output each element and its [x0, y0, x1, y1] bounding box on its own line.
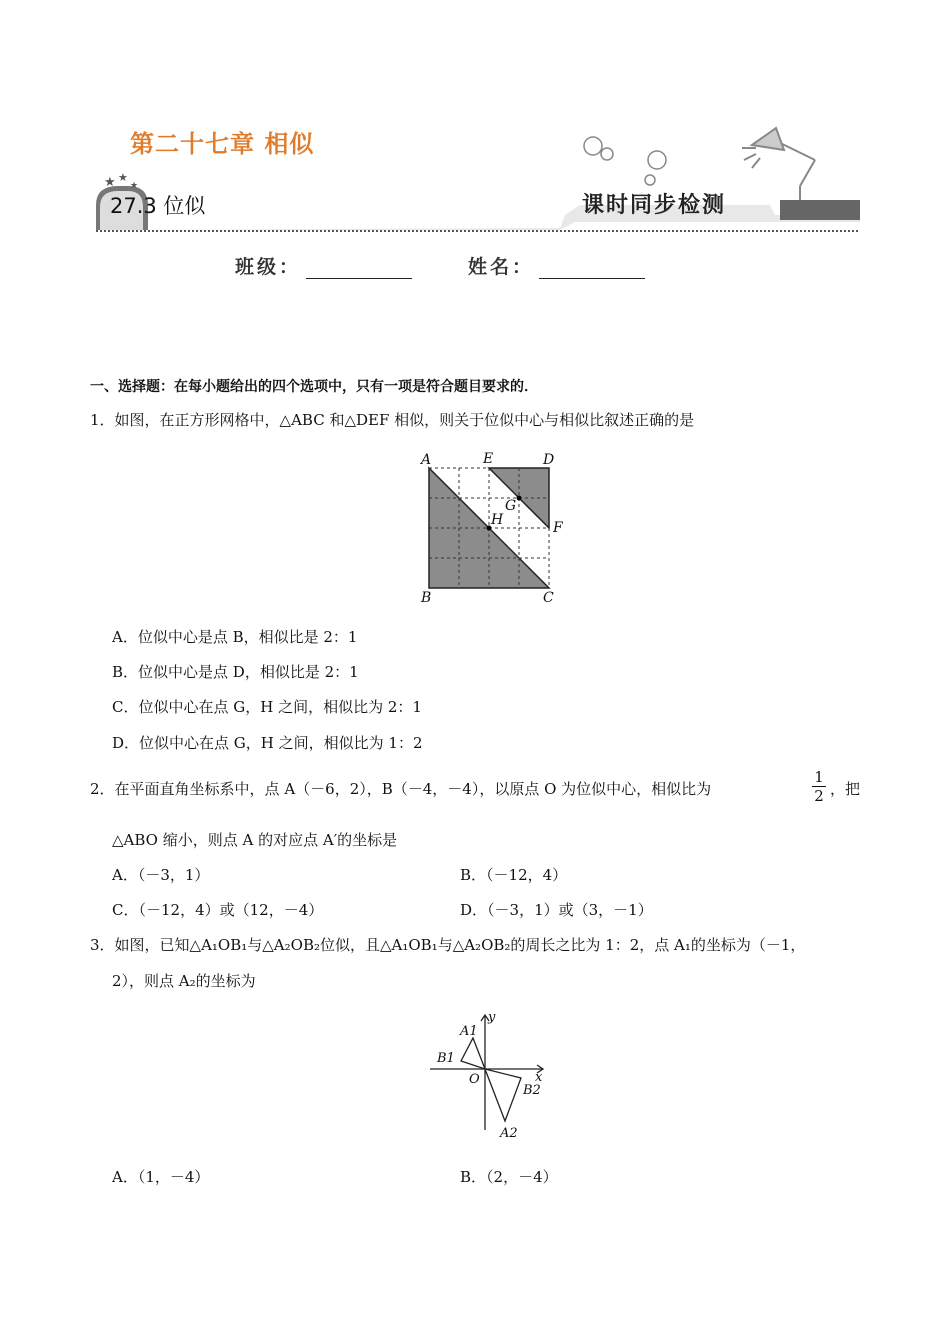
- name-blank[interactable]: [539, 258, 645, 279]
- banner-bar: [96, 200, 860, 230]
- triangle-a1ob1: [461, 1038, 485, 1069]
- label-a2: A2: [500, 1126, 518, 1141]
- bubble: [648, 151, 666, 169]
- chapter-title: 第二十七章 相似: [130, 130, 315, 158]
- label-y: y: [488, 1010, 496, 1025]
- q1-stem: 1．如图，在正方形网格中，△ABC 和△DEF 相似，则关于位似中心与相似比叙述正确的是: [90, 411, 695, 429]
- q2-option-b[interactable]: B．（－12，4）: [460, 866, 568, 884]
- q3-option-b[interactable]: B．（2，－4）: [460, 1168, 558, 1186]
- q1-option-c[interactable]: C．位似中心在点 G，H 之间，相似比为 2：1: [112, 698, 422, 716]
- q3-figure: [425, 1005, 555, 1145]
- label-x: x: [535, 1070, 543, 1085]
- fraction-denominator: 2: [814, 787, 824, 805]
- class-label: 班级：: [235, 256, 302, 278]
- point-g: [517, 496, 522, 501]
- svg-text:★: ★: [104, 175, 116, 190]
- label-c: C: [543, 590, 554, 606]
- bubble: [645, 175, 655, 185]
- q2-option-d[interactable]: D．（－3，1）或（3，－1）: [460, 901, 653, 919]
- q2-option-c[interactable]: C．（－12，4）或（12，－4）: [112, 901, 324, 919]
- q2-stem-line2: △ABO 缩小，则点 A 的对应点 A′的坐标是: [112, 831, 398, 849]
- name-label: 姓名：: [468, 256, 535, 278]
- name-field: [468, 252, 645, 279]
- q1-option-b[interactable]: B．位似中心是点 D，相似比是 2：1: [112, 663, 359, 681]
- class-blank[interactable]: [306, 258, 412, 279]
- q1-option-d[interactable]: D．位似中心在点 G，H 之间，相似比为 1：2: [112, 734, 423, 752]
- q1-option-a[interactable]: A．位似中心是点 B，相似比是 2：1: [112, 628, 358, 646]
- section-title: 27.3 位似: [110, 194, 206, 218]
- q3-stem-line1: 3．如图，已知△A₁OB₁与△A₂OB₂位似，且△A₁OB₁与△A₂OB₂的周长之比为 1：2，点 A₁的坐标为（－1，: [90, 936, 806, 954]
- label-g: G: [505, 498, 517, 514]
- q2-fraction: [812, 768, 826, 805]
- label-d: D: [543, 452, 555, 468]
- class-field: [235, 252, 412, 279]
- q1-figure: [415, 450, 575, 610]
- fraction-numerator: 1: [812, 768, 826, 787]
- bubble: [584, 137, 602, 155]
- q3-option-a[interactable]: A．（1，－4）: [112, 1168, 210, 1186]
- label-h: H: [491, 512, 504, 528]
- label-f: F: [553, 520, 563, 536]
- label-b1: B1: [437, 1051, 455, 1066]
- bubble: [601, 148, 613, 160]
- banner-title: 课时同步检测: [582, 192, 727, 218]
- desk-lamp-icon: [742, 128, 815, 205]
- label-e: E: [483, 451, 494, 467]
- q2-stem-part1: 2．在平面直角坐标系中，点 A（－6，2），B（－4，－4），以原点 O 为位似中心，相似比为: [90, 780, 712, 798]
- label-o: O: [469, 1072, 480, 1087]
- part1-title: 一、选择题：在每小题给出的四个选项中，只有一项是符合题目要求的．: [90, 379, 538, 395]
- label-b2: B2: [523, 1083, 541, 1098]
- label-a1: A1: [460, 1024, 478, 1039]
- q2-stem-part2: ，把: [830, 780, 861, 798]
- q3-stem-line2: 2），则点 A₂的坐标为: [112, 972, 256, 990]
- svg-text:★: ★: [118, 171, 128, 184]
- svg-text:★: ★: [130, 181, 139, 191]
- q2-option-a[interactable]: A．（－3，1）: [112, 866, 210, 884]
- label-b: B: [421, 590, 432, 606]
- label-a: A: [421, 452, 432, 468]
- triangle-a2ob2: [485, 1069, 521, 1121]
